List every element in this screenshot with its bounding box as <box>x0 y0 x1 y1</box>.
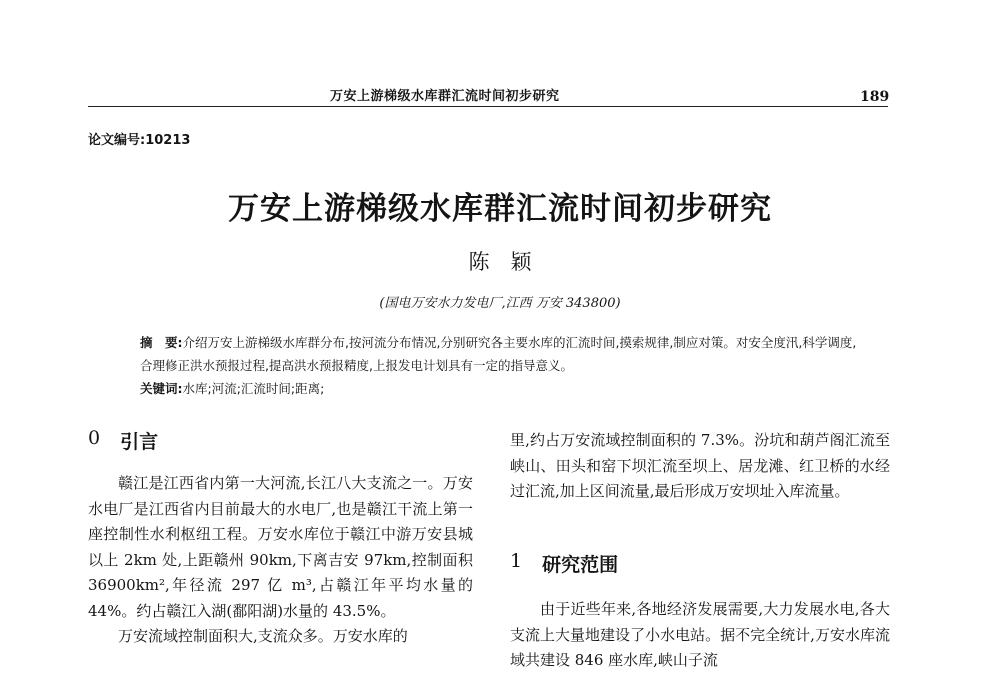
abstract-text: 介绍万安上游梯级水库群分布,按河流分布情况,分别研究各主要水库的汇流时间,摸索规律,制应对策。对安全度汛,科学调度,合理修正洪水预报过程,提高洪水预报精度,上报发电计划具有一定的指导意义。 <box>140 335 857 373</box>
right-column-continued <box>510 428 890 505</box>
section-number: 1 <box>510 550 523 572</box>
keywords-label: 关键词: <box>140 381 183 396</box>
continued-paragraph: 里,约占万安流域控制面积的 7.3%。汾坑和葫芦阁汇流至峡山、田头和窑下坝汇流至坝上、居龙滩、红卫桥的水经过汇流,加上区间流量,最后形成万安坝址入库流量。 <box>510 431 890 500</box>
keywords <box>140 377 860 400</box>
author: 陈 颖 <box>468 250 532 274</box>
intro-paragraph-1: 赣江是江西省内第一大河流,长江八大支流之一。万安水电厂是江西省内目前最大的水电厂,也是赣江干流上第一座控制性水利枢纽工程。万安水库位于赣江中游万安县城以上 2km 处,上距赣州 90km,下离吉安 97km,控制面积 36900km²,年径流 297 亿 m³,占赣江年平均水量的 44%。约占赣江入湖(鄱阳湖)水量的 43.5%。 <box>88 474 473 620</box>
section-number: 0 <box>88 427 101 449</box>
header-rule <box>88 106 888 107</box>
intro-paragraph-2: 万安流域控制面积大,支流众多。万安水库的 <box>118 627 408 645</box>
section-heading-scope <box>510 550 618 577</box>
section-title: 引言 <box>120 431 159 453</box>
abstract-body <box>140 331 860 377</box>
page-number: 189 <box>860 89 890 105</box>
keywords-text: 水库;河流;汇流时间;距离; <box>182 381 325 396</box>
scope-paragraph-1: 由于近些年来,各地经济发展需要,大力发展水电,各大支流上大量地建设了小水电站。据不完全统计,万安水库流域共建设 846 座水库,峡山子流 <box>510 600 890 669</box>
left-column <box>88 471 473 650</box>
paper-title: 万安上游梯级水库群汇流时间初步研究 <box>228 191 772 227</box>
running-title: 万安上游梯级水库群汇流时间初步研究 <box>330 89 560 104</box>
section-title: 研究范围 <box>542 554 619 576</box>
section-heading-intro <box>88 427 158 454</box>
scope-body <box>510 597 890 674</box>
affiliation: (国电万安水力发电厂,江西 万安 343800) <box>379 296 621 311</box>
paper-number: 论文编号:10213 <box>88 133 191 148</box>
abstract <box>140 331 860 400</box>
abstract-label: 摘 要: <box>140 335 183 350</box>
